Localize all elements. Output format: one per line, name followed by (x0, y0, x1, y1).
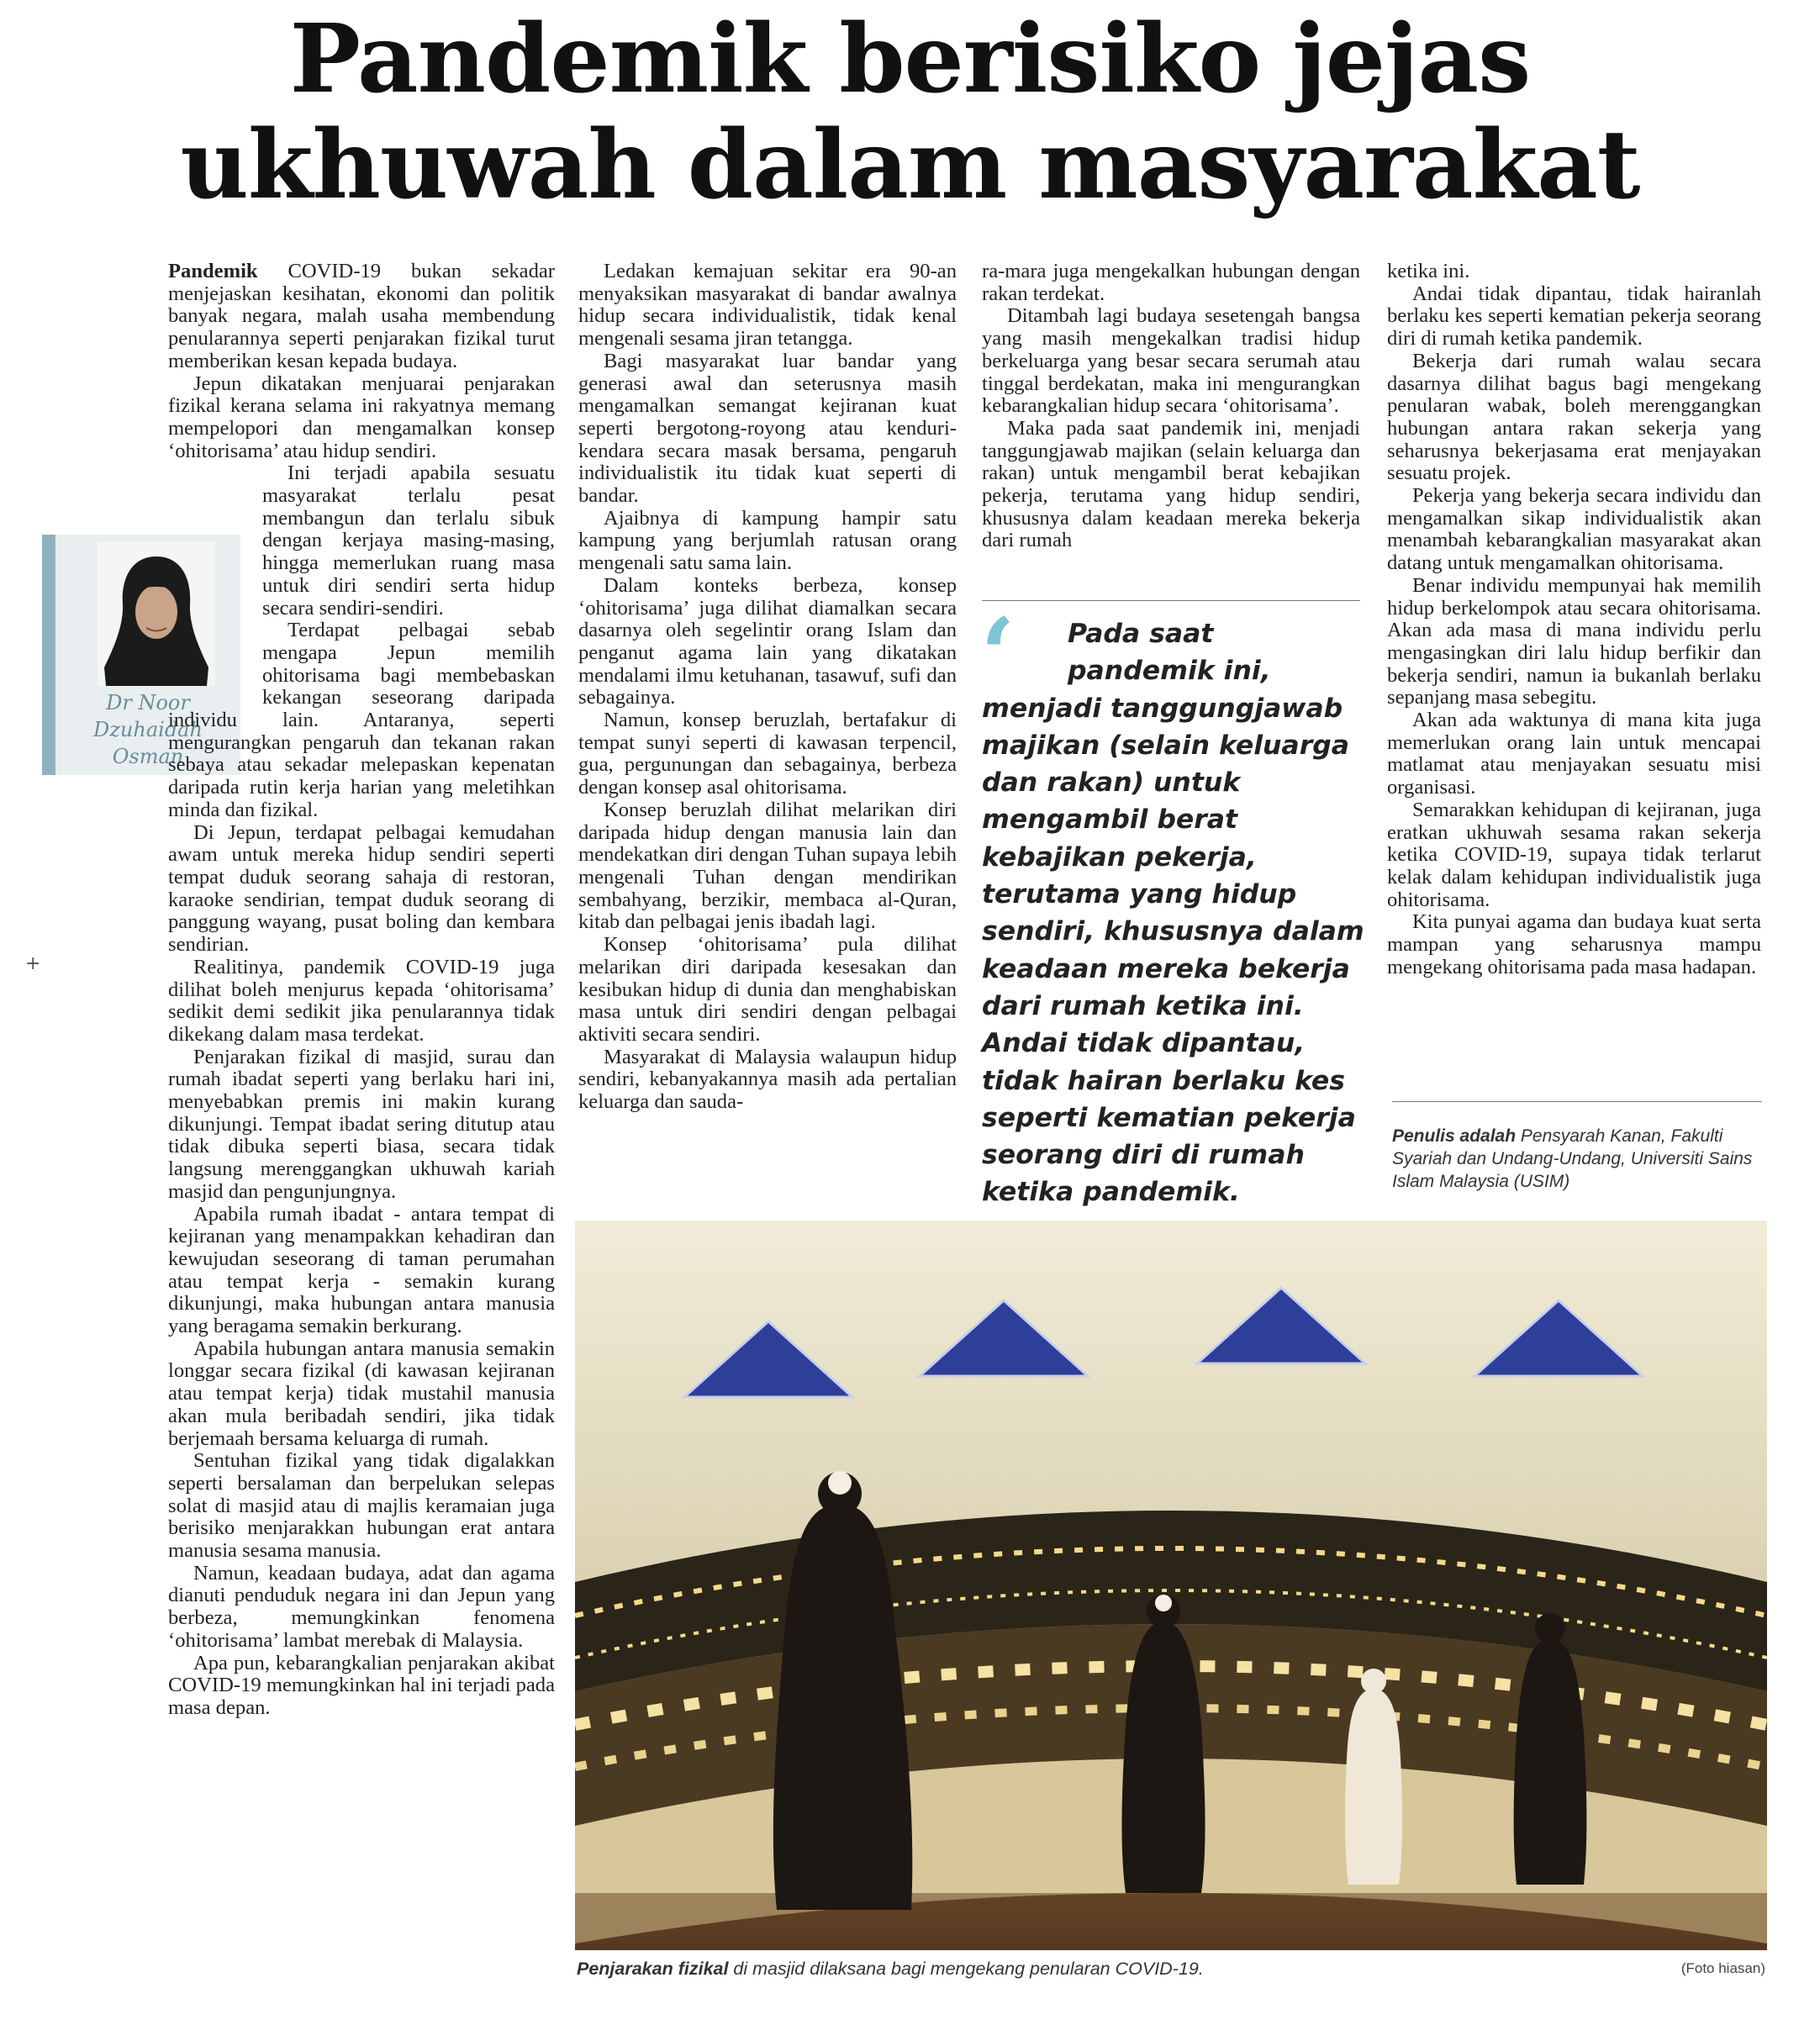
paragraph: Jepun dikatakan menjuarai penjarakan fizikal kerana selama ini rakyatnya memang mempelopori dan mengamalkan konsep ‘ohitorisama’ atau hidup sendiri. (168, 372, 555, 462)
byline-text: Pensyarah Kanan, Fakulti Syariah dan Undang-Undang, Universiti Sains Islam Malaysia (USIM) (1392, 1126, 1753, 1191)
lead-word: Pandemik (168, 260, 258, 282)
paragraph: Di Jepun, terdapat pelbagai kemudahan awam untuk mereka hidup sendiri seperti tempat duduk seorang sahaja di restoran, karaoke sendirian, tempat duduk seorang di panggung wayang, pusat boling dan kembara sendirian. (168, 820, 555, 957)
author-name-line-3: Osman (112, 745, 184, 768)
paragraph: Realitinya, pandemik COVID-19 juga dilihat boleh menjurus kepada ‘ohitorisama’ sedikit demi sedikit jika penularannya tidak dikekang dalam masa terdekat. (168, 955, 555, 1046)
caption-lead: Penjarakan fizikal (577, 1959, 729, 1979)
paragraph: Penjarakan fizikal di masjid, surau dan rumah ibadat seperti yang berlaku hari ini, menyebabkan premis ini makin kurang dikunjungi. Tempat ibadat sering ditutup atau tidak dibuka seperti biasa, secara tidak langsung merenggangkan ukhuwah kariah masjid dan pengunjungnya. (168, 1045, 555, 1203)
paragraph: Pekerja yang bekerja secara individu dan mengamalkan sikap individualistik akan menambah kebarangkalian masyarakat akan datang untuk mengamalkan ohitorisama. (1387, 484, 1761, 575)
paragraph: Semarakkan kehidupan di kejiranan, juga eratkan ukhuwah sesama rakan sekerja ketika COVID-19, supaya tidak terlarut kelak dalam kehidupan individualistik juga ohitorisama. (1387, 798, 1761, 911)
headline-line-2: ukhuwah dalam masyarakat (180, 110, 1640, 220)
paragraph: Namun, keadaan budaya, adat dan agama dianuti penduduk negara ini dan Jepun yang berbeza, memungkinkan fenomena ‘ohitorisama’ lambat merebak di Malaysia. (168, 1561, 555, 1652)
paragraph: Ditambah lagi budaya sesetengah bangsa yang masih mengekalkan tradisi hidup berkeluarga yang besar secara serumah atau tinggal berdekatan, maka ini mengurangkan kebarangkalian hidup secara ‘ohitorisama’. (982, 304, 1360, 418)
paragraph: Apabila rumah ibadat - antara tempat di kejiranan yang menampakkan kehadiran dan kewujudan seseorang di taman perumahan atau tempat kerja - semakin kurang dikunjungi, maka hubungan antara manusia yang beragama semakin berkurang. (168, 1202, 555, 1338)
pull-quote (982, 615, 1369, 1211)
author-name-line-1: Dr Noor (106, 691, 190, 715)
author-byline (1392, 1125, 1762, 1193)
paragraph: Masyarakat di Malaysia walaupun hidup sendiri, kebanyakannya masih ada pertalian keluarga dan sauda- (578, 1045, 957, 1114)
registration-mark-icon: + (25, 953, 41, 974)
photo-credit: (Foto hiasan) (1680, 1960, 1765, 1976)
paragraph: Akan ada waktunya di mana kita juga memerlukan orang lain untuk mencapai matlamat atau menjayakan sesuatu misi organisasi. (1387, 709, 1761, 799)
paragraph: Konsep beruzlah dilihat melarikan diri daripada hidup dengan manusia lain dan mendekatkan diri dengan Tuhan supaya lebih mengenali Tuhan dengan mendirikan sembahyang, berzikir, membaca al-Quran, kitab dan pelbagai jenis ibadah lagi. (578, 798, 957, 934)
paragraph: Andai tidak dipantau, tidak hairanlah berlaku kes seperti kematian pekerja seorang diri di rumah ketika pandemik. (1387, 282, 1761, 351)
byline-rule (1392, 1101, 1762, 1102)
paragraph: Apa pun, kebarangkalian penjarakan akibat COVID-19 memungkinkan hal ini terjadi pada masa depan. (168, 1651, 555, 1719)
paragraph: Namun, konsep beruzlah, bertafakur di tempat sunyi seperti di kawasan terpencil, gua, pergunungan dan sebagainya, berbeza dengan konsep asal ohitorisama. (578, 709, 957, 799)
quote-mark-space (982, 615, 1068, 683)
mosque-photo (575, 1221, 1767, 1950)
quote-mark-icon: ‘ (980, 596, 1016, 715)
article-column-4 (1387, 261, 1761, 979)
headline (0, 4, 1820, 220)
paragraph: Benar individu mempunyai hak memilih hidup berkelompok atau secara ohitorisama. Akan ada masa di mana individu perlu mengasingkan diri lalu hidup berfikir dan bekerja sendiri, namun ia bukanlah berlaku sepanjang masa sebegitu. (1387, 573, 1761, 709)
article-column-3 (982, 261, 1360, 552)
author-name-line-2: Dzuhaidah (93, 718, 203, 741)
headline-line-1: Pandemik berisiko jejas (289, 4, 1531, 114)
paragraph: Bekerja dari rumah walau secara dasarnya dilihat bagus bagi mengekang penularan wabak, boleh merenggangkan hubungan antara rakan sekerja yang seharusnya bekerjasama erat menjayakan sesuatu projek. (1387, 349, 1761, 485)
paragraph: Maka pada saat pandemik ini, menjadi tanggungjawab majikan (selain keluarga dan rakan) untuk mengambil berat kebajikan pekerja, terutama yang hidup sendiri, khususnya dalam keadaan mereka bekerja dari rumah (982, 416, 1360, 552)
paragraph: Ledakan kemajuan sekitar era 90-an menyaksikan masyarakat di bandar awalnya hidup secara individualistik, tidak kenal mengenali sesama jiran tetangga. (578, 260, 957, 351)
paragraph: Apabila hubungan antara manusia semakin longgar secara fizikal (di kawasan kejiranan atau tempat kerja) tidak mustahil manusia akan mula beribadah sendiri, jika tidak berjemaah bersama keluarga di rumah. (168, 1337, 555, 1450)
paragraph: Bagi masyarakat luar bandar yang generasi awal dan seterusnya masih mengamalkan semangat kejiranan kuat seperti bergotong-royong atau kenduri-kendara secara masak bersama, pengaruh individualistik itu tidak kuat seperti di bandar. (578, 349, 957, 508)
paragraph: ketika ini. (1387, 260, 1470, 282)
author-box-space (168, 462, 262, 706)
paragraph: Sentuhan fizikal yang tidak digalakkan seperti bersalaman dan berpelukan selepas solat di masjid atau di majlis keramaian juga berisiko menjarakkan hubungan erat antara manusia sesama manusia. (168, 1449, 555, 1563)
paragraph: Ini terjadi apabila sesuatu masyarakat terlalu pesat membangun dan terlalu sibuk dengan kerjaya masing-masing, hingga memerlukan ruang masa untuk diri sendiri serta hidup secara sendiri-sendiri. (262, 461, 555, 620)
article-column-1 (168, 261, 555, 1720)
paragraph: Konsep ‘ohitorisama’ pula dilihat melarikan diri daripada kesesakan dan kesibukan hidup di dunia dan menghabiskan masa untuk diri sendiri dengan pelbagai aktiviti secara sendiri. (578, 933, 957, 1046)
paragraph: Dalam konteks berbeza, konsep ‘ohitorisama’ juga dilihat diamalkan secara dasarnya oleh segelintir orang Islam dan penganut agama lain yang dikatakan mendalami ilmu ketuhanan, tasawuf, sufi dan sebagainya. (578, 573, 957, 709)
caption-text: di masjid dilaksana bagi mengekang penularan COVID-19. (728, 1959, 1204, 1979)
paragraph: ra-mara juga mengekalkan hubungan dengan rakan terdekat. (982, 260, 1360, 305)
paragraph: Ajaibnya di kampung hampir satu kampung yang berjumlah ratusan orang mengenali satu sama lain. (578, 506, 957, 575)
pull-quote-text: Pada saat pandemik ini, menjadi tanggungjawab majikan (selain keluarga dan rakan) untuk mengambil berat kebajikan pekerja, terutama yang hidup sendiri, khususnya dalam keadaan mereka bekerja dari rumah ketika ini. Andai tidak dipantau, tidak hairan berlaku kes seperti kematian pekerja seorang diri di rumah ketika pandemik. (982, 619, 1364, 1208)
paragraph: Terdapat pelbagai sebab mengapa Jepun memilih ohitorisama bagi membebaskan kekangan seseorang daripada individu lain. Antaranya, seperti mengurangkan pengaruh dan tekanan rakan sebaya atau sekadar melepaskan kepenatan daripada rutin kerja harian yang meletihkan minda dan fizikal. (168, 619, 555, 821)
paragraph: Kita punyai agama dan budaya kuat serta mampan yang seharusnya mampu mengekang ohitorisama pada masa hadapan. (1387, 910, 1761, 978)
pull-quote-top-rule (982, 600, 1360, 601)
article-column-2 (578, 261, 957, 1114)
photo-caption (577, 1957, 1501, 1980)
paragraph: Pandemik COVID-19 bukan sekadar menjejaskan kesihatan, ekonomi dan politik banyak negara, malah usaha membendung penularannya seperti penjarakan fizikal turut memberikan kesan kepada budaya. (168, 260, 555, 372)
byline-label: Penulis adalah (1392, 1126, 1517, 1146)
